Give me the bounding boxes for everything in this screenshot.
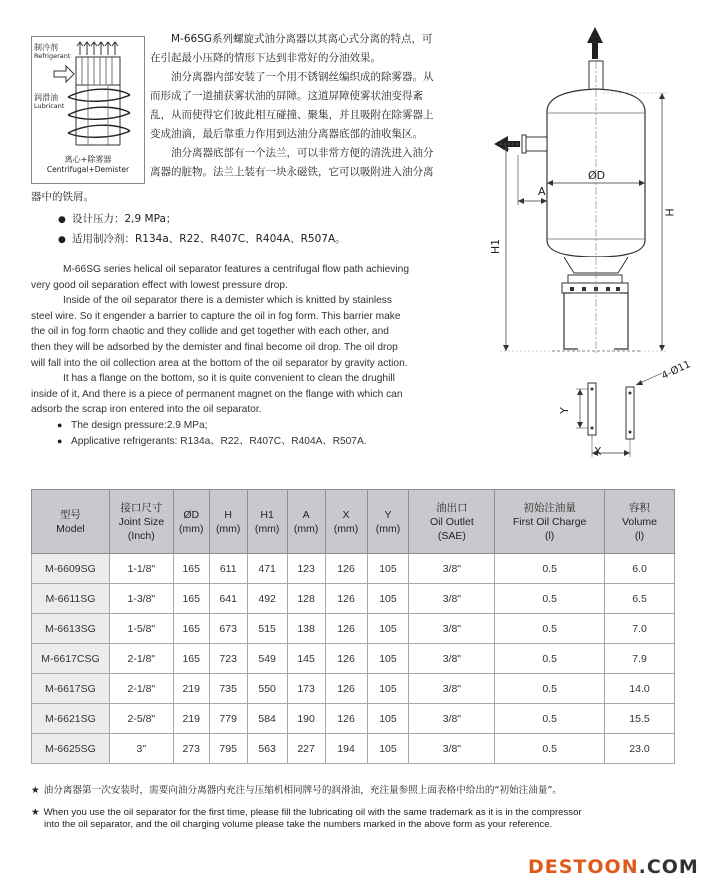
table-cell: 105 — [367, 584, 409, 614]
table-cell: 0.5 — [495, 554, 605, 584]
table-cell: 2-5/8" — [109, 704, 173, 734]
inset-caption-en: Centrifugal+Demister — [46, 165, 130, 174]
header-x: X (mm) — [325, 490, 367, 554]
table-row — [32, 644, 675, 674]
header-h1: H1 (mm) — [247, 490, 287, 554]
table-cell: 584 — [247, 704, 287, 734]
header-volume: 容积 Volume (l) — [605, 490, 675, 554]
table-cell: 219 — [173, 674, 209, 704]
table-cell: 611 — [209, 554, 247, 584]
table-cell: 14.0 — [605, 674, 675, 704]
table-cell: 126 — [325, 674, 367, 704]
oil-separator-drawing — [490, 25, 693, 465]
note-en — [31, 807, 691, 831]
table-cell: 0.5 — [495, 674, 605, 704]
dim-a-label: A — [538, 185, 546, 198]
table-cell: 3/8" — [409, 644, 495, 674]
logo-part1: DESTOON — [528, 856, 639, 878]
table-cell: 273 — [173, 734, 209, 764]
table-cell: 641 — [209, 584, 247, 614]
note-en-star: ★ — [31, 807, 40, 818]
table-cell: 2-1/8" — [109, 644, 173, 674]
table-cell: 0.5 — [495, 584, 605, 614]
centrifugal-inset-figure — [31, 36, 145, 184]
model-cell: M-6621SG — [32, 704, 110, 734]
table-cell: 2-1/8" — [109, 674, 173, 704]
table-cell: 105 — [367, 704, 409, 734]
cn-description — [150, 30, 482, 182]
en-bullet-pressure — [31, 418, 491, 434]
table-cell: 7.9 — [605, 644, 675, 674]
table-cell: 0.5 — [495, 644, 605, 674]
en-line-10: adsorb the scrap iron entered into the oil separator. — [31, 404, 262, 416]
table-cell: 165 — [173, 584, 209, 614]
cn-p3-line2: 离器的脏物。法兰上装有一块永磁铁，它可以吸附进入油分离 — [150, 166, 434, 178]
cn-p1-line2: 在引起最小压降的情形下达到非常好的分油效果。 — [150, 52, 381, 64]
en-line-7: will fall into the oil collection area at the bottom of the oil separator by gravity action. — [31, 357, 408, 369]
table-cell: 3/8" — [409, 614, 495, 644]
table-cell: 194 — [325, 734, 367, 764]
table-row — [32, 674, 675, 704]
header-joint-size: 接口尺寸 Joint Size (Inch) — [109, 490, 173, 554]
table-cell: 126 — [325, 554, 367, 584]
table-cell: 550 — [247, 674, 287, 704]
spec-table-header — [32, 490, 675, 554]
cn-p2-line4: 变成油滴，最后靠重力作用到达油分离器底部的油收集区。 — [150, 128, 423, 140]
table-cell: 673 — [209, 614, 247, 644]
table-cell: 3/8" — [409, 584, 495, 614]
en-description — [31, 262, 491, 449]
cn-p2-line3: 乱，从而使得它们彼此相互碰撞、聚集，并且吸附在除雾器上 — [150, 109, 434, 121]
table-cell: 3/8" — [409, 704, 495, 734]
refrigerant-label-en: Refrigerant — [34, 52, 71, 60]
table-row — [32, 554, 675, 584]
model-cell: M-6617CSG — [32, 644, 110, 674]
table-row — [32, 734, 675, 764]
table-cell: 105 — [367, 644, 409, 674]
dim-d-label: ØD — [588, 169, 606, 182]
cn-bullet-refrigerants — [58, 230, 346, 250]
dim-x-label: X — [594, 445, 602, 458]
table-cell: 126 — [325, 704, 367, 734]
en-line-5: the oil in fog form chaotic and they collide and get together with each other, and — [31, 326, 389, 338]
table-cell: 126 — [325, 584, 367, 614]
table-cell: 105 — [367, 674, 409, 704]
table-cell: 105 — [367, 614, 409, 644]
table-cell: 1-5/8" — [109, 614, 173, 644]
note-cn-text: 油分离器第一次安装时，需要向油分离器内充注与压缩机相同牌号的润滑油，充注量参照上面表格中给出的“初始注油量”。 — [43, 785, 563, 796]
table-cell: 123 — [287, 554, 325, 584]
table-cell: 227 — [287, 734, 325, 764]
cn-bullet-pressure-text: 设计压力：2,9 MPa； — [72, 213, 177, 225]
en-line-8: It has a flange on the bottom, so it is quite convenient to clean the drughill — [63, 373, 395, 385]
table-cell: 165 — [173, 554, 209, 584]
cn-p2-line1: 油分离器内部安装了一个用不锈钢丝编织成的除雾器。从 — [171, 71, 434, 83]
table-cell: 723 — [209, 644, 247, 674]
lubricant-label-cn: 润滑油 — [34, 93, 58, 102]
table-cell: 0.5 — [495, 704, 605, 734]
model-cell: M-6613SG — [32, 614, 110, 644]
header-oil-outlet: 油出口 Oil Outlet (SAE) — [409, 490, 495, 554]
dim-h1-label: H1 — [489, 238, 503, 255]
table-cell: 145 — [287, 644, 325, 674]
header-a: A (mm) — [287, 490, 325, 554]
note-en-line1: When you use the oil separator for the first time, please fill the lubricating oil with the same trademark as it is in the compressor — [43, 807, 582, 818]
dim-h-label: H — [663, 208, 677, 217]
cn-bullet-refrigerants-text: 适用制冷剂：R134a、R22、R407C、R404A、R507A。 — [72, 233, 346, 245]
table-cell: 3/8" — [409, 734, 495, 764]
table-cell: 779 — [209, 704, 247, 734]
en-line-3: Inside of the oil separator there is a demister which is knitted by stainless — [63, 295, 392, 307]
table-cell: 15.5 — [605, 704, 675, 734]
en-bullet-refrigerants — [31, 434, 491, 450]
table-cell: 492 — [247, 584, 287, 614]
table-cell: 165 — [173, 614, 209, 644]
table-cell: 126 — [325, 644, 367, 674]
header-first-oil-charge: 初始注油量 First Oil Charge (l) — [495, 490, 605, 554]
table-cell: 3" — [109, 734, 173, 764]
table-cell: 128 — [287, 584, 325, 614]
model-cell: M-6609SG — [32, 554, 110, 584]
note-cn — [31, 785, 691, 797]
table-cell: 219 — [173, 704, 209, 734]
table-cell: 165 — [173, 644, 209, 674]
table-row — [32, 704, 675, 734]
table-cell: 138 — [287, 614, 325, 644]
table-cell: 0.5 — [495, 614, 605, 644]
en-bullet-pressure-text: The design pressure:2.9 MPa; — [71, 419, 208, 431]
table-cell: 190 — [287, 704, 325, 734]
refrigerant-label-cn: 制冷剂 — [34, 43, 58, 52]
table-cell: 549 — [247, 644, 287, 674]
dim-y-label: Y — [557, 407, 571, 414]
en-bullet-refrigerants-text: Applicative refrigerants: R134a、R22、R407C、R404A、R507A. — [71, 435, 367, 447]
logo-part2: .COM — [638, 856, 699, 878]
table-cell: 3/8" — [409, 674, 495, 704]
table-cell: 23.0 — [605, 734, 675, 764]
table-cell: 471 — [247, 554, 287, 584]
inset-caption-cn: 离心+除雾器 — [64, 155, 112, 164]
table-cell: 3/8" — [409, 554, 495, 584]
table-row — [32, 614, 675, 644]
cn-p1-line1: M-66SG系列螺旋式油分离器以其离心式分离的特点，可 — [171, 33, 433, 45]
table-cell: 735 — [209, 674, 247, 704]
table-cell: 6.0 — [605, 554, 675, 584]
en-line-9: inside of it, And there is a piece of permanent magnet on the flange with which can — [31, 388, 403, 400]
table-row — [32, 584, 675, 614]
header-model: 型号 Model — [32, 490, 110, 554]
en-line-1: M-66SG series helical oil separator features a centrifugal flow path achieving — [63, 264, 409, 275]
table-cell: 105 — [367, 734, 409, 764]
table-cell: 1-3/8" — [109, 584, 173, 614]
table-cell: 0.5 — [495, 734, 605, 764]
table-cell: 7.0 — [605, 614, 675, 644]
model-cell: M-6625SG — [32, 734, 110, 764]
cn-bullet-pressure — [58, 210, 176, 230]
table-cell: 6.5 — [605, 584, 675, 614]
lubricant-label-en: Lubricant — [34, 102, 65, 110]
dim-holes-label: 4-Ø11 — [660, 359, 693, 382]
table-cell: 515 — [247, 614, 287, 644]
en-line-6: then they will be adsorbed by the demister and final become oil drop. The oil drop — [31, 341, 398, 353]
model-cell: M-6617SG — [32, 674, 110, 704]
cn-p3-line3: 器中的铁屑。 — [31, 191, 94, 203]
cn-p2-line2: 而形成了一道捕获雾状油的屏障。这道屏障使雾状油变得紊 — [150, 90, 423, 102]
header-y: Y (mm) — [367, 490, 409, 554]
table-cell: 563 — [247, 734, 287, 764]
table-cell: 105 — [367, 554, 409, 584]
note-cn-star: ★ — [31, 785, 40, 796]
note-en-line2: into the oil separator, and the oil charging volume please take the numbers marked in the above form as your reference. — [44, 819, 553, 830]
model-cell: M-6611SG — [32, 584, 110, 614]
en-line-2: very good oil separation effect with lowest pressure drop. — [31, 279, 288, 291]
table-cell: 795 — [209, 734, 247, 764]
table-cell: 173 — [287, 674, 325, 704]
cn-p3-line1: 油分离器底部有一个法兰，可以非常方便的清洗进入油分 — [171, 147, 434, 159]
table-cell: 1-1/8" — [109, 554, 173, 584]
table-cell: 126 — [325, 614, 367, 644]
en-line-4: steel wire. So it engender a barrier to capture the oil in fog form. This barrier make — [31, 310, 401, 322]
destoon-logo — [528, 856, 699, 878]
header-diameter: ØD (mm) — [173, 490, 209, 554]
spec-table — [31, 489, 675, 764]
header-h: H (mm) — [209, 490, 247, 554]
